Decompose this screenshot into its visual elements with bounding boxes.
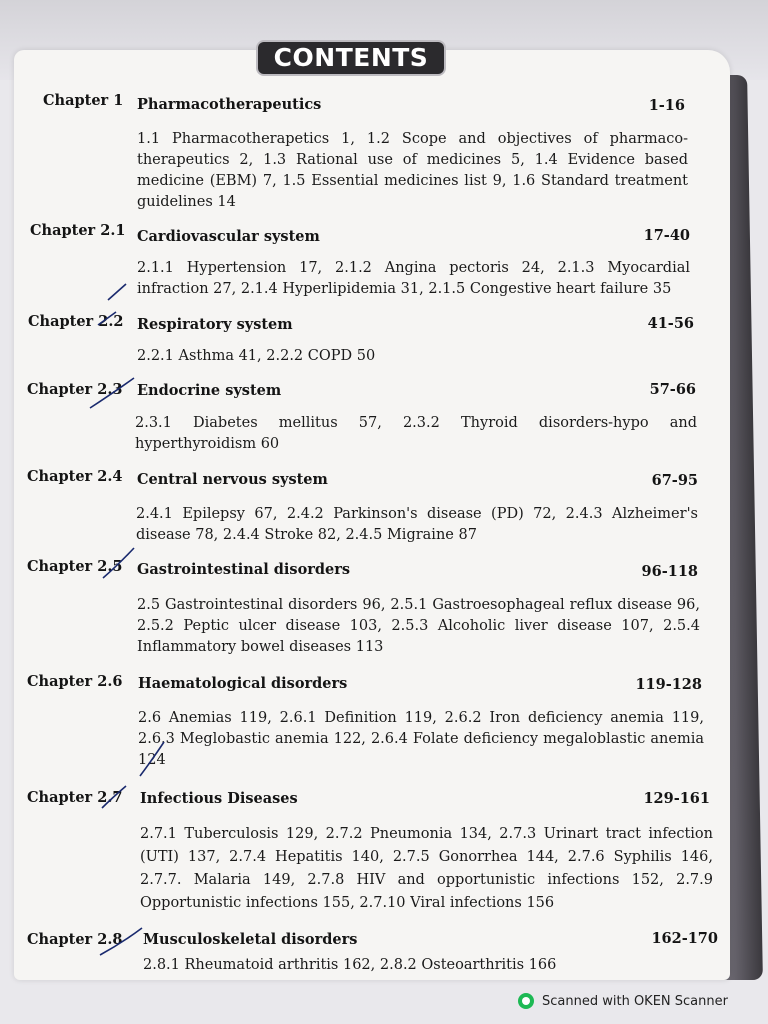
chapter-title: Haematological disorders [138,675,348,692]
chapter-number: Chapter 2.1 [30,222,126,239]
page-range: 129-161 [643,790,710,807]
chapter-title: Cardiovascular system [137,228,320,245]
chapter-number: Chapter 1 [43,92,124,109]
chapter-title: Gastrointestinal disorders [137,561,351,578]
chapter-number: Chapter 2.2 [28,313,124,330]
page-range: 96-118 [641,563,698,580]
section-list: 2.3.1 Diabetes mellitus 57, 2.3.2 Thyroid disorders-hypo and hyperthyroidism 60 [135,415,697,452]
chapter-title: Musculoskeletal disorders [143,931,358,948]
page-range: 67-95 [651,472,698,489]
scanner-watermark-text: Scanned with OKEN Scanner [542,993,728,1009]
scanner-logo-icon [518,993,534,1009]
chapter-number: Chapter 2.3 [27,381,123,398]
chapter-number: Chapter 2.8 [27,931,123,948]
page-range: 162-170 [651,930,718,947]
section-list: 2.1.1 Hypertension 17, 2.1.2 Angina pectoris 24, 2.1.3 Myocardial infraction 27, 2.1.4 Hyperlipidemia 31, 2.1.5 Congestive heart failure 35 [137,260,690,297]
section-list: 2.5 Gastrointestinal disorders 96, 2.5.1 Gastroesophageal reflux disease 96, 2.5.2 Peptic ulcer disease 103, 2.5.3 Alcoholic liver disease 107, 2.5.4 Inflammatory bowel diseases 113 [137,597,700,655]
page-range: 41-56 [647,315,694,332]
chapter-title: Respiratory system [137,316,293,333]
section-list: 1.1 Pharmacotherapetics 1, 1.2 Scope and objectives of pharmaco-therapeutics 2, 1.3 Rational use of medicines 5, 1.4 Evidence based medicine (EBM) 7, 1.5 Essential medicines list 9, 1.6 Standard treatment guidelines 14 [137,131,688,210]
section-list: 2.8.1 Rheumatoid arthritis 162, 2.8.2 Osteoarthritis 166 [143,957,557,973]
section-list: 2.7.1 Tuberculosis 129, 2.7.2 Pneumonia 134, 2.7.3 Urinart tract infection (UTI) 137, 2.7.4 Hepatitis 140, 2.7.5 Gonorrhea 144, 2.7.6 Syphilis 146, 2.7.7. Malaria 149, 2.7.8 HIV and opportunistic infections 152, 2.7.9 Opportunistic infections 155, 2.7.10 Viral infections 156 [140,826,713,911]
page-range: 1-16 [648,97,685,114]
chapter-title: Pharmacotherapeutics [137,96,322,113]
chapter-title: Infectious Diseases [140,790,298,807]
section-list: 2.2.1 Asthma 41, 2.2.2 COPD 50 [137,348,376,364]
page-range: 119-128 [635,676,702,693]
page-range: 57-66 [649,381,696,398]
section-list: 2.6 Anemias 119, 2.6.1 Definition 119, 2.6.2 Iron deficiency anemia 119, 2.6.3 Meglobastic anemia 122, 2.6.4 Folate deficiency megaloblastic anemia 124 [138,710,704,768]
chapter-number: Chapter 2.4 [27,468,123,485]
scanner-watermark [518,990,728,1012]
chapter-title: Endocrine system [137,382,282,399]
chapter-number: Chapter 2.7 [27,789,123,806]
chapter-number: Chapter 2.5 [27,558,123,575]
section-list: 2.4.1 Epilepsy 67, 2.4.2 Parkinson's disease (PD) 72, 2.4.3 Alzheimer's disease 78, 2.4.4 Stroke 82, 2.4.5 Migraine 87 [136,506,698,543]
page-title: CONTENTS [258,42,444,74]
page-range: 17-40 [643,227,690,244]
chapter-number: Chapter 2.6 [27,673,123,690]
chapter-title: Central nervous system [137,471,328,488]
